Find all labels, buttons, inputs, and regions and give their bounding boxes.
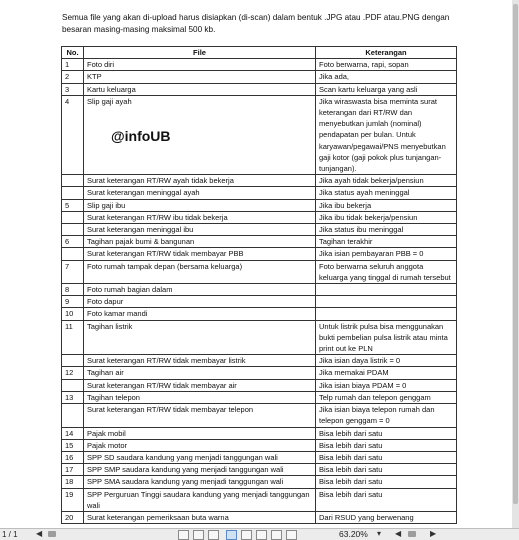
table-row xyxy=(62,59,457,71)
table-row xyxy=(62,476,457,488)
cell-no xyxy=(62,224,84,236)
table-row xyxy=(62,284,457,296)
table-header-row xyxy=(62,47,457,59)
cell-keterangan: Telp rumah dan telepon genggam xyxy=(316,391,457,403)
cell-keterangan: Jika status ayah meninggal xyxy=(316,187,457,199)
cell-keterangan: Foto berwarna, rapi, sopan xyxy=(316,59,457,71)
cell-keterangan: Jika isian pembayaran PBB = 0 xyxy=(316,248,457,260)
cell-file: SPP SMA saudara kandung yang menjadi tanggungan wali xyxy=(84,476,316,488)
scrollbar-thumb[interactable] xyxy=(513,4,518,504)
cell-keterangan: Bisa lebih dari satu xyxy=(316,439,457,451)
table-row xyxy=(62,236,457,248)
cell-no: 6 xyxy=(62,236,84,248)
table-row xyxy=(62,439,457,451)
page-indicator: 1 / 1 xyxy=(2,530,18,539)
table-row xyxy=(62,187,457,199)
cell-file: Foto rumah bagian dalam xyxy=(84,284,316,296)
cell-keterangan: Tagihan terakhir xyxy=(316,236,457,248)
table-row xyxy=(62,308,457,320)
table-row xyxy=(62,71,457,83)
table-row xyxy=(62,511,457,523)
cell-no: 2 xyxy=(62,71,84,83)
horizontal-scroll-handle[interactable] xyxy=(48,531,56,537)
table-row xyxy=(62,320,457,355)
cell-no: 13 xyxy=(62,391,84,403)
table-row xyxy=(62,224,457,236)
cell-keterangan: Jika memakai PDAM xyxy=(316,367,457,379)
cell-file: Slip gaji ibu xyxy=(84,199,316,211)
cell-no: 4 xyxy=(62,95,84,174)
cell-no: 3 xyxy=(62,83,84,95)
table-row xyxy=(62,248,457,260)
cell-keterangan: Jika ada, xyxy=(316,71,457,83)
cell-file: Tagihan telepon xyxy=(84,391,316,403)
cell-keterangan: Jika isian biaya telepon rumah dan telepon genggam = 0 xyxy=(316,404,457,427)
zoom-level[interactable]: 63.20% xyxy=(339,529,368,539)
cell-keterangan xyxy=(316,308,457,320)
cell-no xyxy=(62,379,84,391)
cell-keterangan: Jika ibu bekerja xyxy=(316,199,457,211)
table-row xyxy=(62,451,457,463)
table-row xyxy=(62,488,457,511)
cell-keterangan: Jika isian biaya PDAM = 0 xyxy=(316,379,457,391)
table-row xyxy=(62,379,457,391)
cell-keterangan xyxy=(316,296,457,308)
cell-no xyxy=(62,355,84,367)
cell-no: 19 xyxy=(62,488,84,511)
table-row xyxy=(62,83,457,95)
watermark-logo: @infoUB xyxy=(111,128,171,144)
cell-keterangan: Bisa lebih dari satu xyxy=(316,451,457,463)
zoom-slider-handle[interactable] xyxy=(408,531,416,537)
cell-no: 18 xyxy=(62,476,84,488)
cell-no: 17 xyxy=(62,464,84,476)
zoom-increase-icon[interactable]: ▶ xyxy=(430,529,437,538)
cell-no: 15 xyxy=(62,439,84,451)
cell-keterangan: Jika ayah tidak bekerja/pensiun xyxy=(316,175,457,187)
cell-file: Surat keterangan meninggal ayah xyxy=(84,187,316,199)
cell-file: Slip gaji ayah xyxy=(84,95,316,174)
intro-paragraph: Semua file yang akan di-upload harus disiapkan (di-scan) dalam bentuk .JPG atau .PDF atau.PNG dengan besaran masing-masing maksimal 500 kb. xyxy=(62,13,450,34)
cell-file: Tagihan pajak bumi & bangunan xyxy=(84,236,316,248)
cell-file: Foto rumah tampak depan (bersama keluarga) xyxy=(84,260,316,283)
cell-no: 11 xyxy=(62,320,84,355)
cell-keterangan: Dari RSUD yang berwenang xyxy=(316,511,457,523)
cell-no: 7 xyxy=(62,260,84,283)
cell-file: SPP Perguruan Tinggi saudara kandung yang menjadi tanggungan wali xyxy=(84,488,316,511)
cell-file: Surat keterangan RT/RW tidak membayar telepon xyxy=(84,404,316,427)
cell-file: Kartu keluarga xyxy=(84,83,316,95)
cell-no: 12 xyxy=(62,367,84,379)
cell-keterangan: Bisa lebih dari satu xyxy=(316,476,457,488)
cell-file: Foto dapur xyxy=(84,296,316,308)
cell-no xyxy=(62,175,84,187)
cell-no xyxy=(62,248,84,260)
cell-file: Surat keterangan RT/RW tidak membayar air xyxy=(84,379,316,391)
scroll-left-arrow-icon[interactable]: ◀ xyxy=(36,529,43,538)
cell-keterangan: Jika ibu tidak bekerja/pensiun xyxy=(316,211,457,223)
table-row xyxy=(62,260,457,283)
status-bar xyxy=(0,528,519,540)
cell-keterangan: Scan kartu keluarga yang asli xyxy=(316,83,457,95)
file-requirements-table xyxy=(61,46,457,524)
cell-file: SPP SMP saudara kandung yang menjadi tanggungan wali xyxy=(84,464,316,476)
cell-file: Pajak mobil xyxy=(84,427,316,439)
table-row xyxy=(62,199,457,211)
vertical-scrollbar[interactable] xyxy=(512,0,519,528)
cell-file: Tagihan air xyxy=(84,367,316,379)
cell-file: Tagihan listrik xyxy=(84,320,316,355)
table-row xyxy=(62,175,457,187)
cell-keterangan: Jika wiraswasta bisa meminta surat keterangan dari RT/RW dan menyebutkan jumlah (nominal) pendapatan per bulan. Untuk karyawan/pegawai/PNS menyebutkan gaji kotor (gaji pokok plus tunjangan-tunjangan). xyxy=(316,95,457,174)
header-file: File xyxy=(84,47,316,59)
cell-keterangan xyxy=(316,284,457,296)
cell-keterangan: Jika status ibu meninggal xyxy=(316,224,457,236)
cell-file: Surat keterangan pemeriksaan buta warna xyxy=(84,511,316,523)
cell-no: 14 xyxy=(62,427,84,439)
cell-keterangan: Bisa lebih dari satu xyxy=(316,488,457,511)
table-row xyxy=(62,367,457,379)
cell-no: 5 xyxy=(62,199,84,211)
table-row xyxy=(62,391,457,403)
header-no: No. xyxy=(62,47,84,59)
cell-file: Surat keterangan RT/RW tidak membayar listrik xyxy=(84,355,316,367)
cell-file: Surat keterangan RT/RW ayah tidak bekerja xyxy=(84,175,316,187)
table-row xyxy=(62,211,457,223)
cell-file: Foto diri xyxy=(84,59,316,71)
cell-file: Surat keterangan RT/RW tidak membayar PBB xyxy=(84,248,316,260)
table-row xyxy=(62,464,457,476)
cell-file: Pajak motor xyxy=(84,439,316,451)
cell-keterangan: Untuk listrik pulsa bisa menggunakan bukti pembelian pulsa listrik atau minta print out ke PLN xyxy=(316,320,457,355)
cell-no xyxy=(62,211,84,223)
cell-file: KTP xyxy=(84,71,316,83)
table-row xyxy=(62,355,457,367)
cell-no: 10 xyxy=(62,308,84,320)
cell-no xyxy=(62,187,84,199)
cell-no: 9 xyxy=(62,296,84,308)
cell-file: SPP SD saudara kandung yang menjadi tanggungan wali xyxy=(84,451,316,463)
cell-file: Surat keterangan meninggal ibu xyxy=(84,224,316,236)
cell-keterangan: Bisa lebih dari satu xyxy=(316,427,457,439)
cell-no: 20 xyxy=(62,511,84,523)
cell-no: 16 xyxy=(62,451,84,463)
zoom-dropdown-arrow-icon[interactable]: ▾ xyxy=(377,529,382,538)
cell-no: 8 xyxy=(62,284,84,296)
cell-keterangan: Bisa lebih dari satu xyxy=(316,464,457,476)
cell-file: Surat keterangan RT/RW ibu tidak bekerja xyxy=(84,211,316,223)
zoom-decrease-icon[interactable]: ◀ xyxy=(395,529,402,538)
table-row xyxy=(62,296,457,308)
header-keterangan: Keterangan xyxy=(316,47,457,59)
cell-file: Foto kamar mandi xyxy=(84,308,316,320)
cell-no xyxy=(62,404,84,427)
table-row xyxy=(62,427,457,439)
table-row xyxy=(62,404,457,427)
cell-keterangan: Jika isian daya listrik = 0 xyxy=(316,355,457,367)
cell-no: 1 xyxy=(62,59,84,71)
cell-keterangan: Foto berwarna seluruh anggota keluarga yang tinggal di rumah tersebut xyxy=(316,260,457,283)
